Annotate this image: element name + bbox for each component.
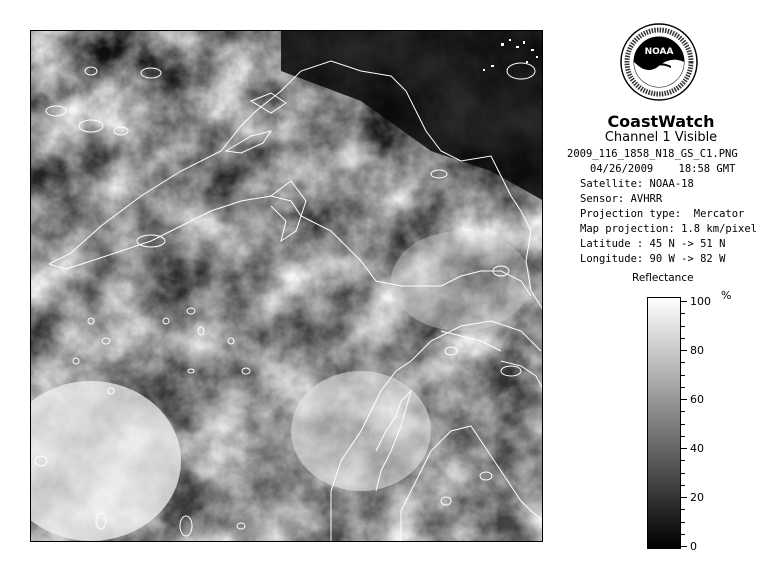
colorbar-tick — [681, 387, 685, 388]
colorbar-tick-label: 20 — [690, 491, 704, 504]
datetime-text: 04/26/2009 18:58 GMT — [590, 163, 736, 175]
colorbar-tick — [681, 448, 687, 449]
colorbar-tick — [681, 313, 685, 314]
projection-type-text: Projection type: Mercator — [580, 208, 745, 220]
colorbar-tick — [681, 485, 685, 486]
colorbar-tick — [681, 338, 685, 339]
map-projection-text: Map projection: 1.8 km/pixel — [580, 223, 758, 235]
longitude-text: Longitude: 90 W -> 82 W — [580, 253, 726, 265]
colorbar-tick — [681, 522, 685, 523]
colorbar-tick — [681, 350, 687, 351]
colorbar-tick-label: 80 — [690, 344, 704, 357]
brand-title: CoastWatch — [607, 112, 715, 131]
colorbar-tick — [681, 375, 685, 376]
colorbar-tick-label: 100 — [690, 295, 711, 308]
satellite-image — [30, 30, 543, 542]
colorbar-tick — [681, 509, 685, 510]
colorbar-tick — [681, 473, 685, 474]
colorbar-tick — [681, 424, 685, 425]
colorbar-tick-label: 60 — [690, 393, 704, 406]
colorbar-tick — [681, 326, 685, 327]
colorbar-tick-label: 40 — [690, 442, 704, 455]
colorbar-title: Reflectance — [632, 272, 694, 284]
colorbar-tick — [681, 534, 685, 535]
sensor-text: Sensor: AVHRR — [580, 193, 663, 205]
filename-text: 2009_116_1858_N18_GS_C1.PNG — [567, 148, 738, 160]
colorbar-tick-label: 0 — [690, 540, 697, 553]
satellite-text: Satellite: NOAA-18 — [580, 178, 694, 190]
noaa-logo — [619, 22, 699, 102]
noaa-logo-center-text: NOAA — [644, 47, 674, 57]
channel-title: Channel 1 Visible — [604, 130, 718, 145]
colorbar-tick — [681, 411, 685, 412]
colorbar-tick — [681, 436, 685, 437]
colorbar-tick — [681, 362, 685, 363]
latitude-text: Latitude : 45 N -> 51 N — [580, 238, 726, 250]
reflectance-colorbar — [647, 297, 681, 549]
colorbar-unit: % — [721, 289, 732, 302]
colorbar-tick — [681, 399, 687, 400]
colorbar-tick — [681, 546, 687, 547]
colorbar-tick — [681, 301, 687, 302]
colorbar-tick — [681, 460, 685, 461]
colorbar-tick — [681, 497, 687, 498]
